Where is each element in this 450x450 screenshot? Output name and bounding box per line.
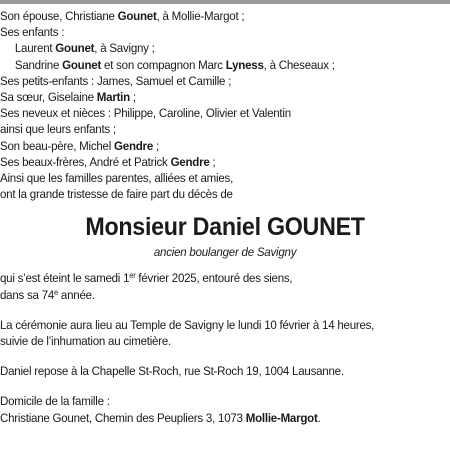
- family-text: Ainsi que les familles parentes, alliées et amies,: [0, 171, 234, 186]
- death-text: qui s’est éteint le samedi 1: [0, 271, 130, 286]
- domicile-heading: Domicile de la famille :: [0, 394, 110, 409]
- family-text: ainsi que leurs enfants ;: [0, 122, 116, 137]
- family-line: [0, 89, 419, 105]
- deceased-name: Monsieur Daniel GOUNET: [85, 213, 365, 242]
- family-text: , à Savigny ;: [94, 41, 155, 56]
- family-surname: Gounet: [55, 41, 95, 56]
- family-line: [0, 138, 419, 154]
- family-text: Ses neveux et nièces : Philippe, Caroline, Olivier et Valentin: [0, 106, 291, 121]
- family-surname: Gounet: [62, 57, 102, 72]
- family-text: ;: [152, 138, 159, 153]
- death-text: février 2025, entouré des siens,: [135, 271, 293, 286]
- family-line: [0, 57, 419, 73]
- top-rule: [0, 0, 450, 4]
- obituary-notice: [0, 8, 419, 426]
- family-line: [0, 154, 419, 170]
- family-text: Son beau-père, Michel: [0, 138, 115, 153]
- age-text: dans sa 74: [0, 287, 55, 302]
- family-line: [0, 8, 419, 24]
- address-place: Mollie-Margot: [245, 410, 318, 425]
- family-list: [0, 8, 419, 202]
- age-text: année.: [57, 287, 95, 302]
- family-text: ont la grande tristesse de faire part du décès de: [0, 187, 233, 202]
- family-line: [0, 105, 419, 121]
- family-surname: Lyness: [225, 57, 264, 72]
- family-text: et son compagnon Marc: [101, 57, 226, 72]
- spacer: [0, 379, 419, 393]
- family-text: Ses petits-enfants : James, Samuel et Camille ;: [0, 73, 232, 88]
- death-line-2: [0, 287, 419, 303]
- family-surname: Gounet: [117, 9, 157, 23]
- family-text: Son épouse, Christiane: [0, 9, 118, 23]
- family-text: ;: [129, 90, 136, 105]
- deceased-block: [0, 212, 450, 260]
- ordinal-suffix: e: [54, 287, 58, 297]
- family-line: [0, 73, 419, 89]
- ceremony-line-2: suivie de l’inhumation au cimetière.: [0, 334, 171, 349]
- family-text: , à Mollie-Margot ;: [156, 9, 245, 23]
- family-text: Laurent: [14, 41, 56, 56]
- family-line: [0, 186, 419, 202]
- deceased-profession: ancien boulanger de Savigny: [153, 245, 297, 260]
- address-text: Christiane Gounet, Chemin des Peupliers 3, 1073: [0, 410, 246, 425]
- ordinal-suffix: er: [129, 271, 136, 281]
- address-end: .: [317, 410, 321, 425]
- family-line: [0, 121, 419, 137]
- family-text: Ses enfants :: [0, 25, 65, 40]
- family-surname: Gendre: [114, 138, 153, 153]
- family-text: Sa sœur, Giselaine: [0, 90, 97, 105]
- family-surname: Gendre: [170, 154, 210, 169]
- spacer: [0, 303, 419, 317]
- spacer: [0, 349, 419, 363]
- ceremony-line-1: La cérémonie aura lieu au Temple de Savigny le lundi 10 février à 14 heures,: [0, 317, 375, 332]
- family-text: Ses beaux-frères, André et Patrick: [0, 154, 171, 169]
- family-surname: Martin: [96, 90, 130, 105]
- family-text: Sandrine: [14, 57, 63, 72]
- rest-line: Daniel repose à la Chapelle St-Roch, rue St-Roch 19, 1004 Lausanne.: [0, 364, 344, 379]
- domicile-address: [0, 410, 419, 426]
- family-line: [0, 40, 419, 56]
- family-text: , à Cheseaux ;: [263, 57, 335, 72]
- family-line: [0, 24, 419, 40]
- family-text: ;: [209, 154, 216, 169]
- family-line: [0, 170, 419, 186]
- death-line-1: [0, 270, 419, 286]
